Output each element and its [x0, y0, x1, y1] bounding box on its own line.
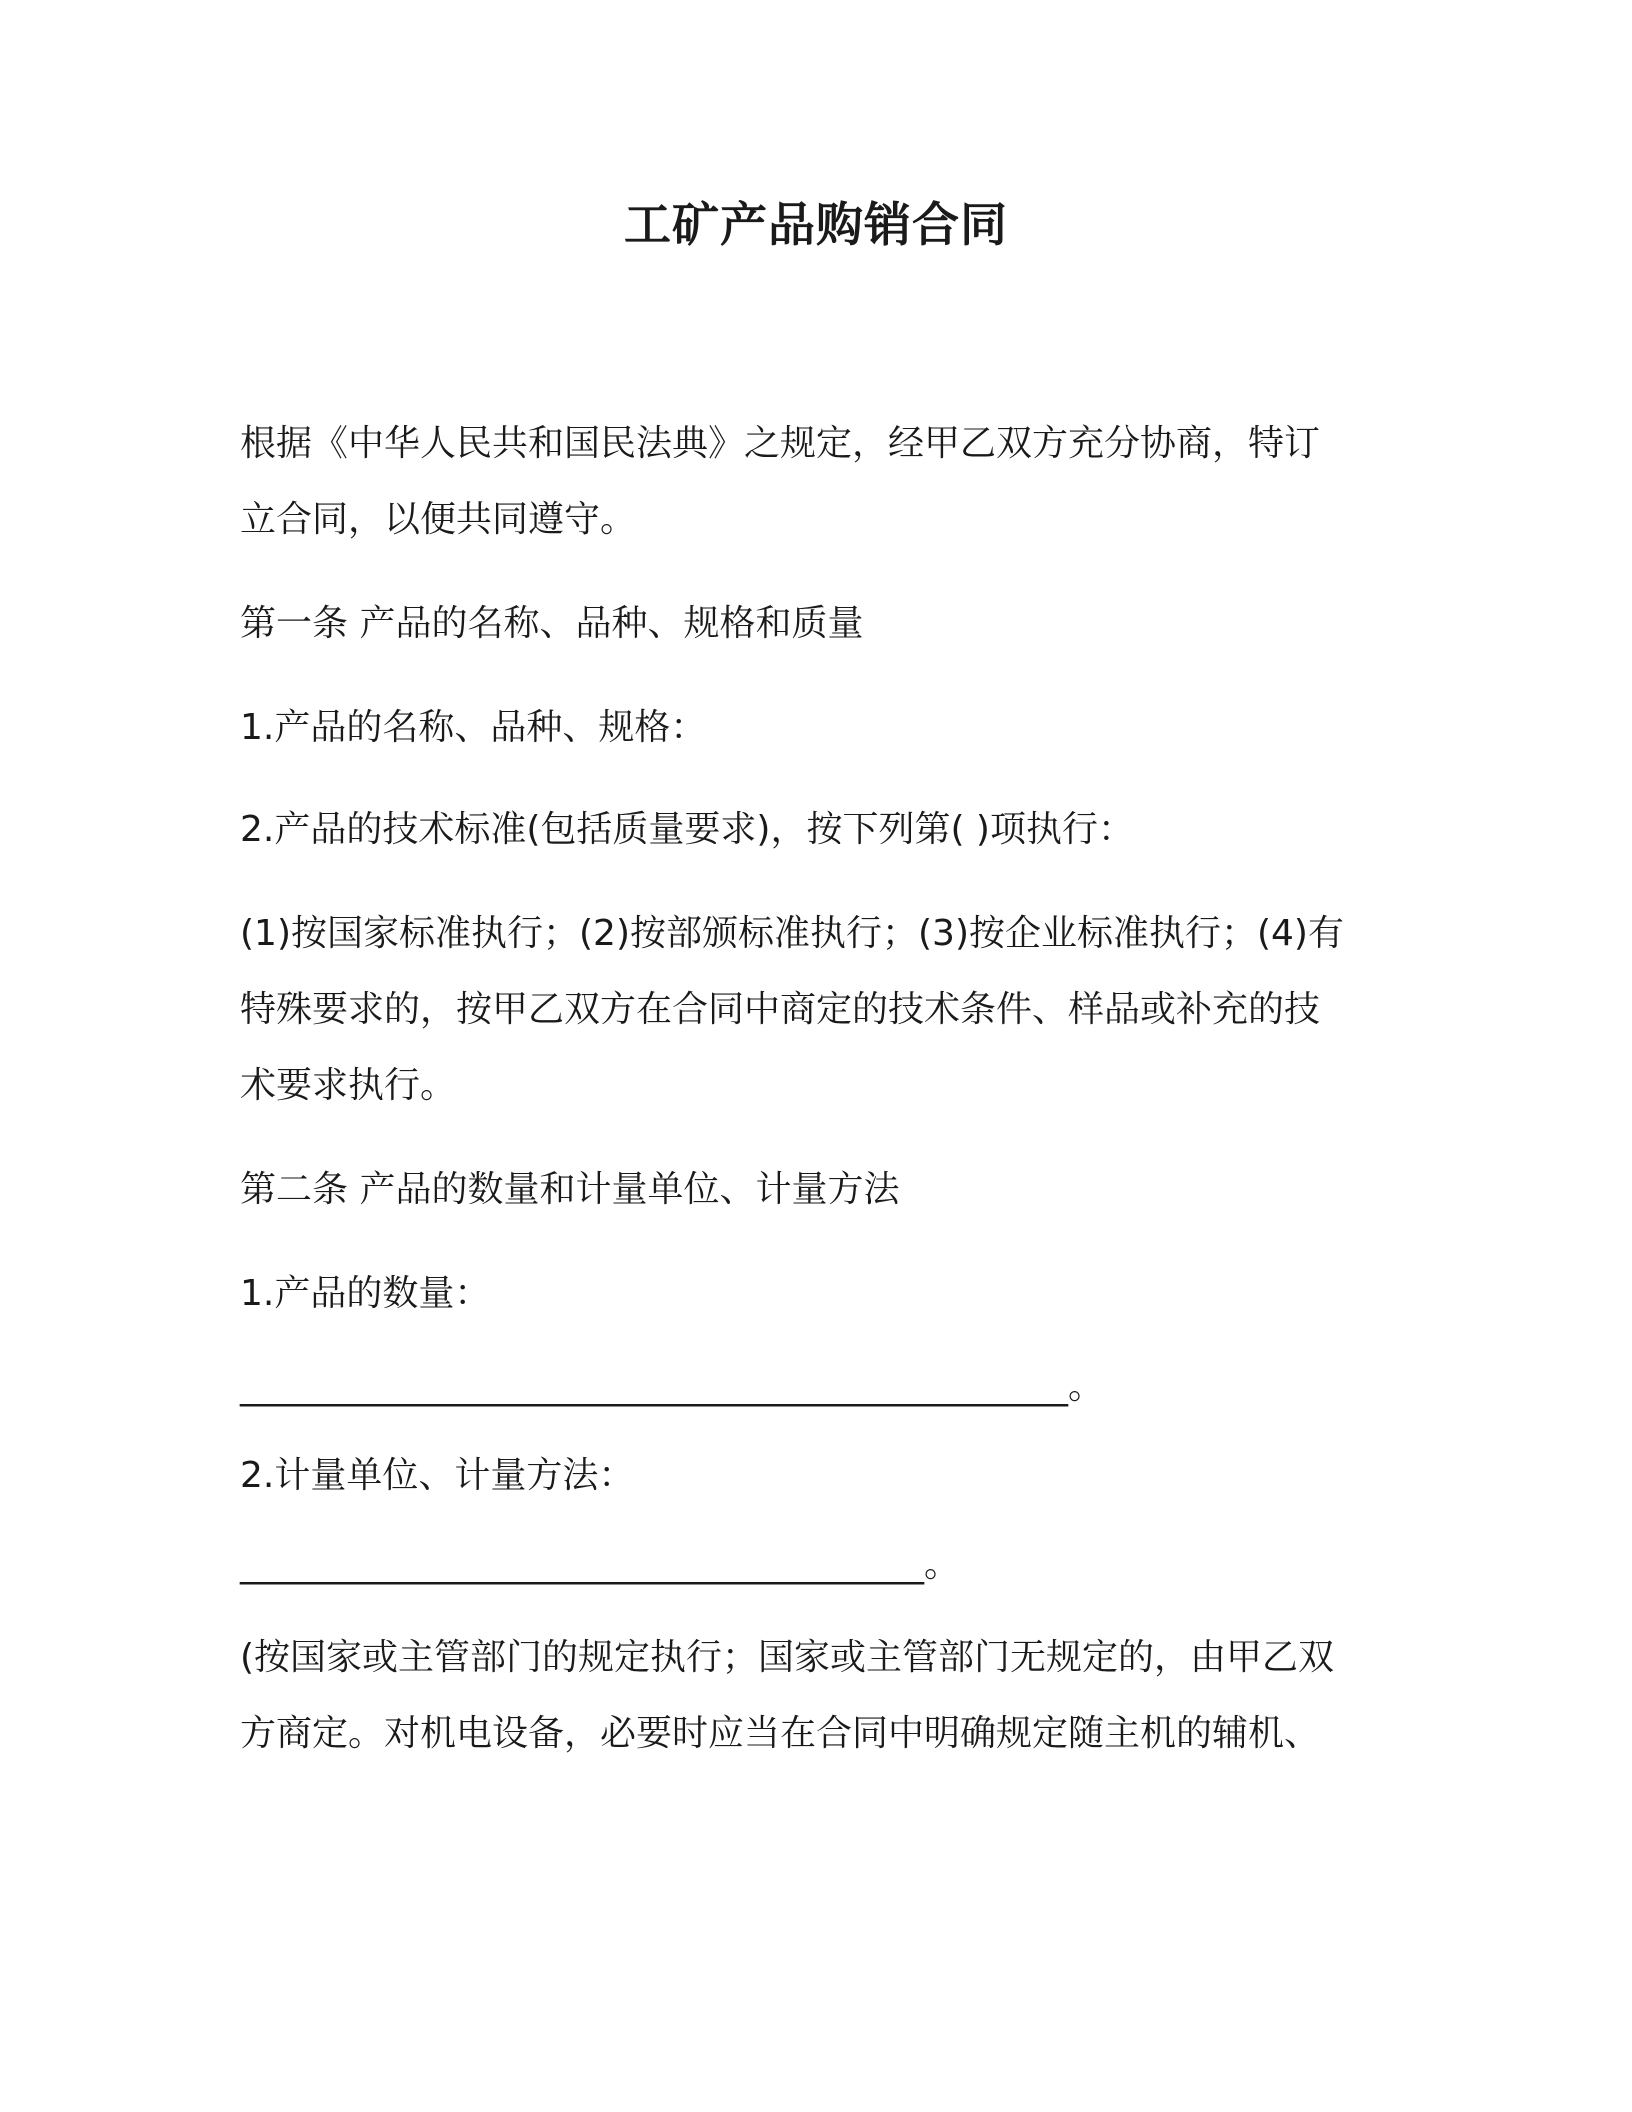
- paragraph-line: 根据《中华人民共和国民法典》之规定，经甲乙双方充分协商，特订: [240, 423, 1321, 464]
- paragraph-line: 立合同，以便共同遵守。: [240, 499, 637, 540]
- document-title: 工矿产品购销合同: [624, 198, 1008, 253]
- section-heading: 第二条 产品的数量和计量单位、计量方法: [240, 1169, 900, 1210]
- paragraph-line: 方商定。对机电设备，必要时应当在合同中明确规定随主机的辅机、: [240, 1713, 1321, 1754]
- paragraph-line: 2.计量单位、计量方法：: [240, 1455, 635, 1496]
- blank-fill-line: ______________________________________。: [240, 1544, 960, 1585]
- paragraph-line: 2.产品的技术标准(包括质量要求)，按下列第( )项执行：: [240, 809, 1134, 850]
- paragraph-line: 术要求执行。: [240, 1065, 457, 1106]
- paragraph-line: 1.产品的名称、品种、规格：: [240, 707, 707, 748]
- paragraph-line: (按国家或主管部门的规定执行；国家或主管部门无规定的，由甲乙双: [240, 1637, 1335, 1678]
- blank-fill-line: ______________________________________________。: [240, 1366, 1104, 1407]
- paragraph-line: 特殊要求的，按甲乙双方在合同中商定的技术条件、样品或补充的技: [240, 989, 1321, 1030]
- section-heading: 第一条 产品的名称、品种、规格和质量: [240, 603, 864, 644]
- paragraph-line: 1.产品的数量：: [240, 1273, 491, 1314]
- paragraph-line: (1)按国家标准执行；(2)按部颁标准执行；(3)按企业标准执行；(4)有: [240, 913, 1344, 954]
